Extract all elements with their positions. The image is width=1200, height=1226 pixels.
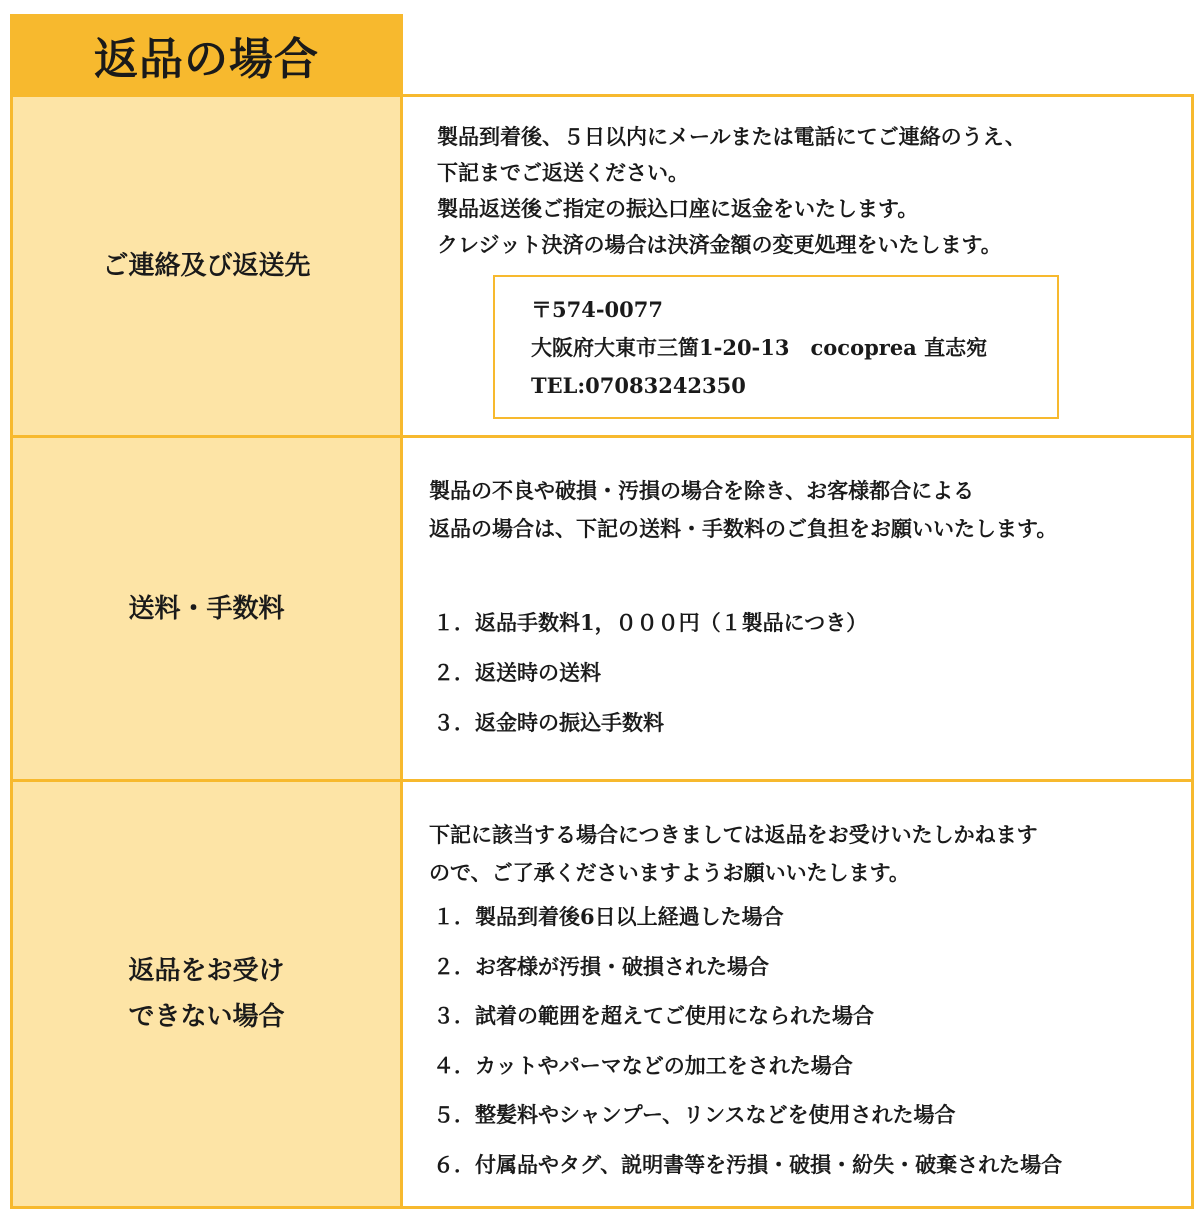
list-item: ２．お客様が汚損・破損された場合 — [433, 953, 769, 979]
page-title-tab — [10, 14, 403, 96]
row-label-fees: 送料・手数料 — [128, 593, 285, 624]
table-row-contact — [13, 97, 1191, 438]
returns-table — [10, 94, 1194, 1209]
contact-paragraph-line: 製品返送後ご指定の振込口座に返金をいたします。 — [437, 196, 919, 221]
address-postal: 〒574-0077 — [531, 297, 663, 322]
row-label-contact: ご連絡及び返送先 — [102, 251, 311, 281]
list-item: １．製品到着後6日以上経過した場合 — [433, 904, 784, 929]
address-tel: TEL:07083242350 — [531, 373, 746, 398]
row-content-fees — [403, 438, 1191, 779]
list-item: １．返品手数料1，０００円（１製品につき） — [433, 610, 868, 635]
list-item: ６．付属品やタグ、説明書等を汚損・破損・紛失・破棄された場合 — [433, 1151, 1063, 1177]
return-address-box — [493, 275, 1059, 419]
list-item: ４．カットやパーマなどの加工をされた場合 — [433, 1052, 853, 1078]
row-label-not-accepted: 返品をお受け できない場合 — [128, 956, 285, 1032]
list-item: ２．返送時の送料 — [433, 660, 601, 685]
fees-paragraph-line: 返品の場合は、下記の送料・手数料のご負担をお願いいたします。 — [429, 516, 1058, 541]
page-title: 返品の場合 — [94, 34, 319, 85]
list-item: ５．整髪料やシャンプー、リンスなどを使用された場合 — [433, 1102, 956, 1127]
table-row-fees — [13, 438, 1191, 782]
table-row-not-accepted — [13, 782, 1191, 1206]
address-street: 大阪府大東市三箇1-20-13 cocoprea 直志宛 — [531, 335, 988, 360]
fees-list — [429, 598, 1191, 748]
not-accepted-paragraph-line: ので、ご了承くださいますようお願いいたします。 — [429, 860, 910, 885]
fees-paragraph-line: 製品の不良や破損・汚損の場合を除き、お客様都合による — [429, 478, 975, 503]
row-label-cell — [13, 97, 403, 435]
contact-paragraph-line: 下記までご返送ください。 — [437, 160, 689, 185]
list-item: ３．試着の範囲を超えてご使用になられた場合 — [433, 1003, 874, 1028]
row-content-not-accepted — [403, 782, 1191, 1206]
list-item: ３．返金時の振込手数料 — [433, 710, 664, 735]
row-content-contact — [403, 97, 1191, 435]
not-accepted-list — [429, 892, 1191, 1189]
row-label-cell — [13, 782, 403, 1206]
contact-paragraph-line: 製品到着後、５日以内にメールまたは電話にてご連絡のうえ、 — [437, 124, 1026, 149]
row-label-cell — [13, 438, 403, 779]
contact-paragraph-line: クレジット決済の場合は決済金額の変更処理をいたします。 — [437, 232, 1002, 257]
not-accepted-paragraph-line: 下記に該当する場合につきましては返品をお受けいたしかねます — [429, 822, 1038, 847]
